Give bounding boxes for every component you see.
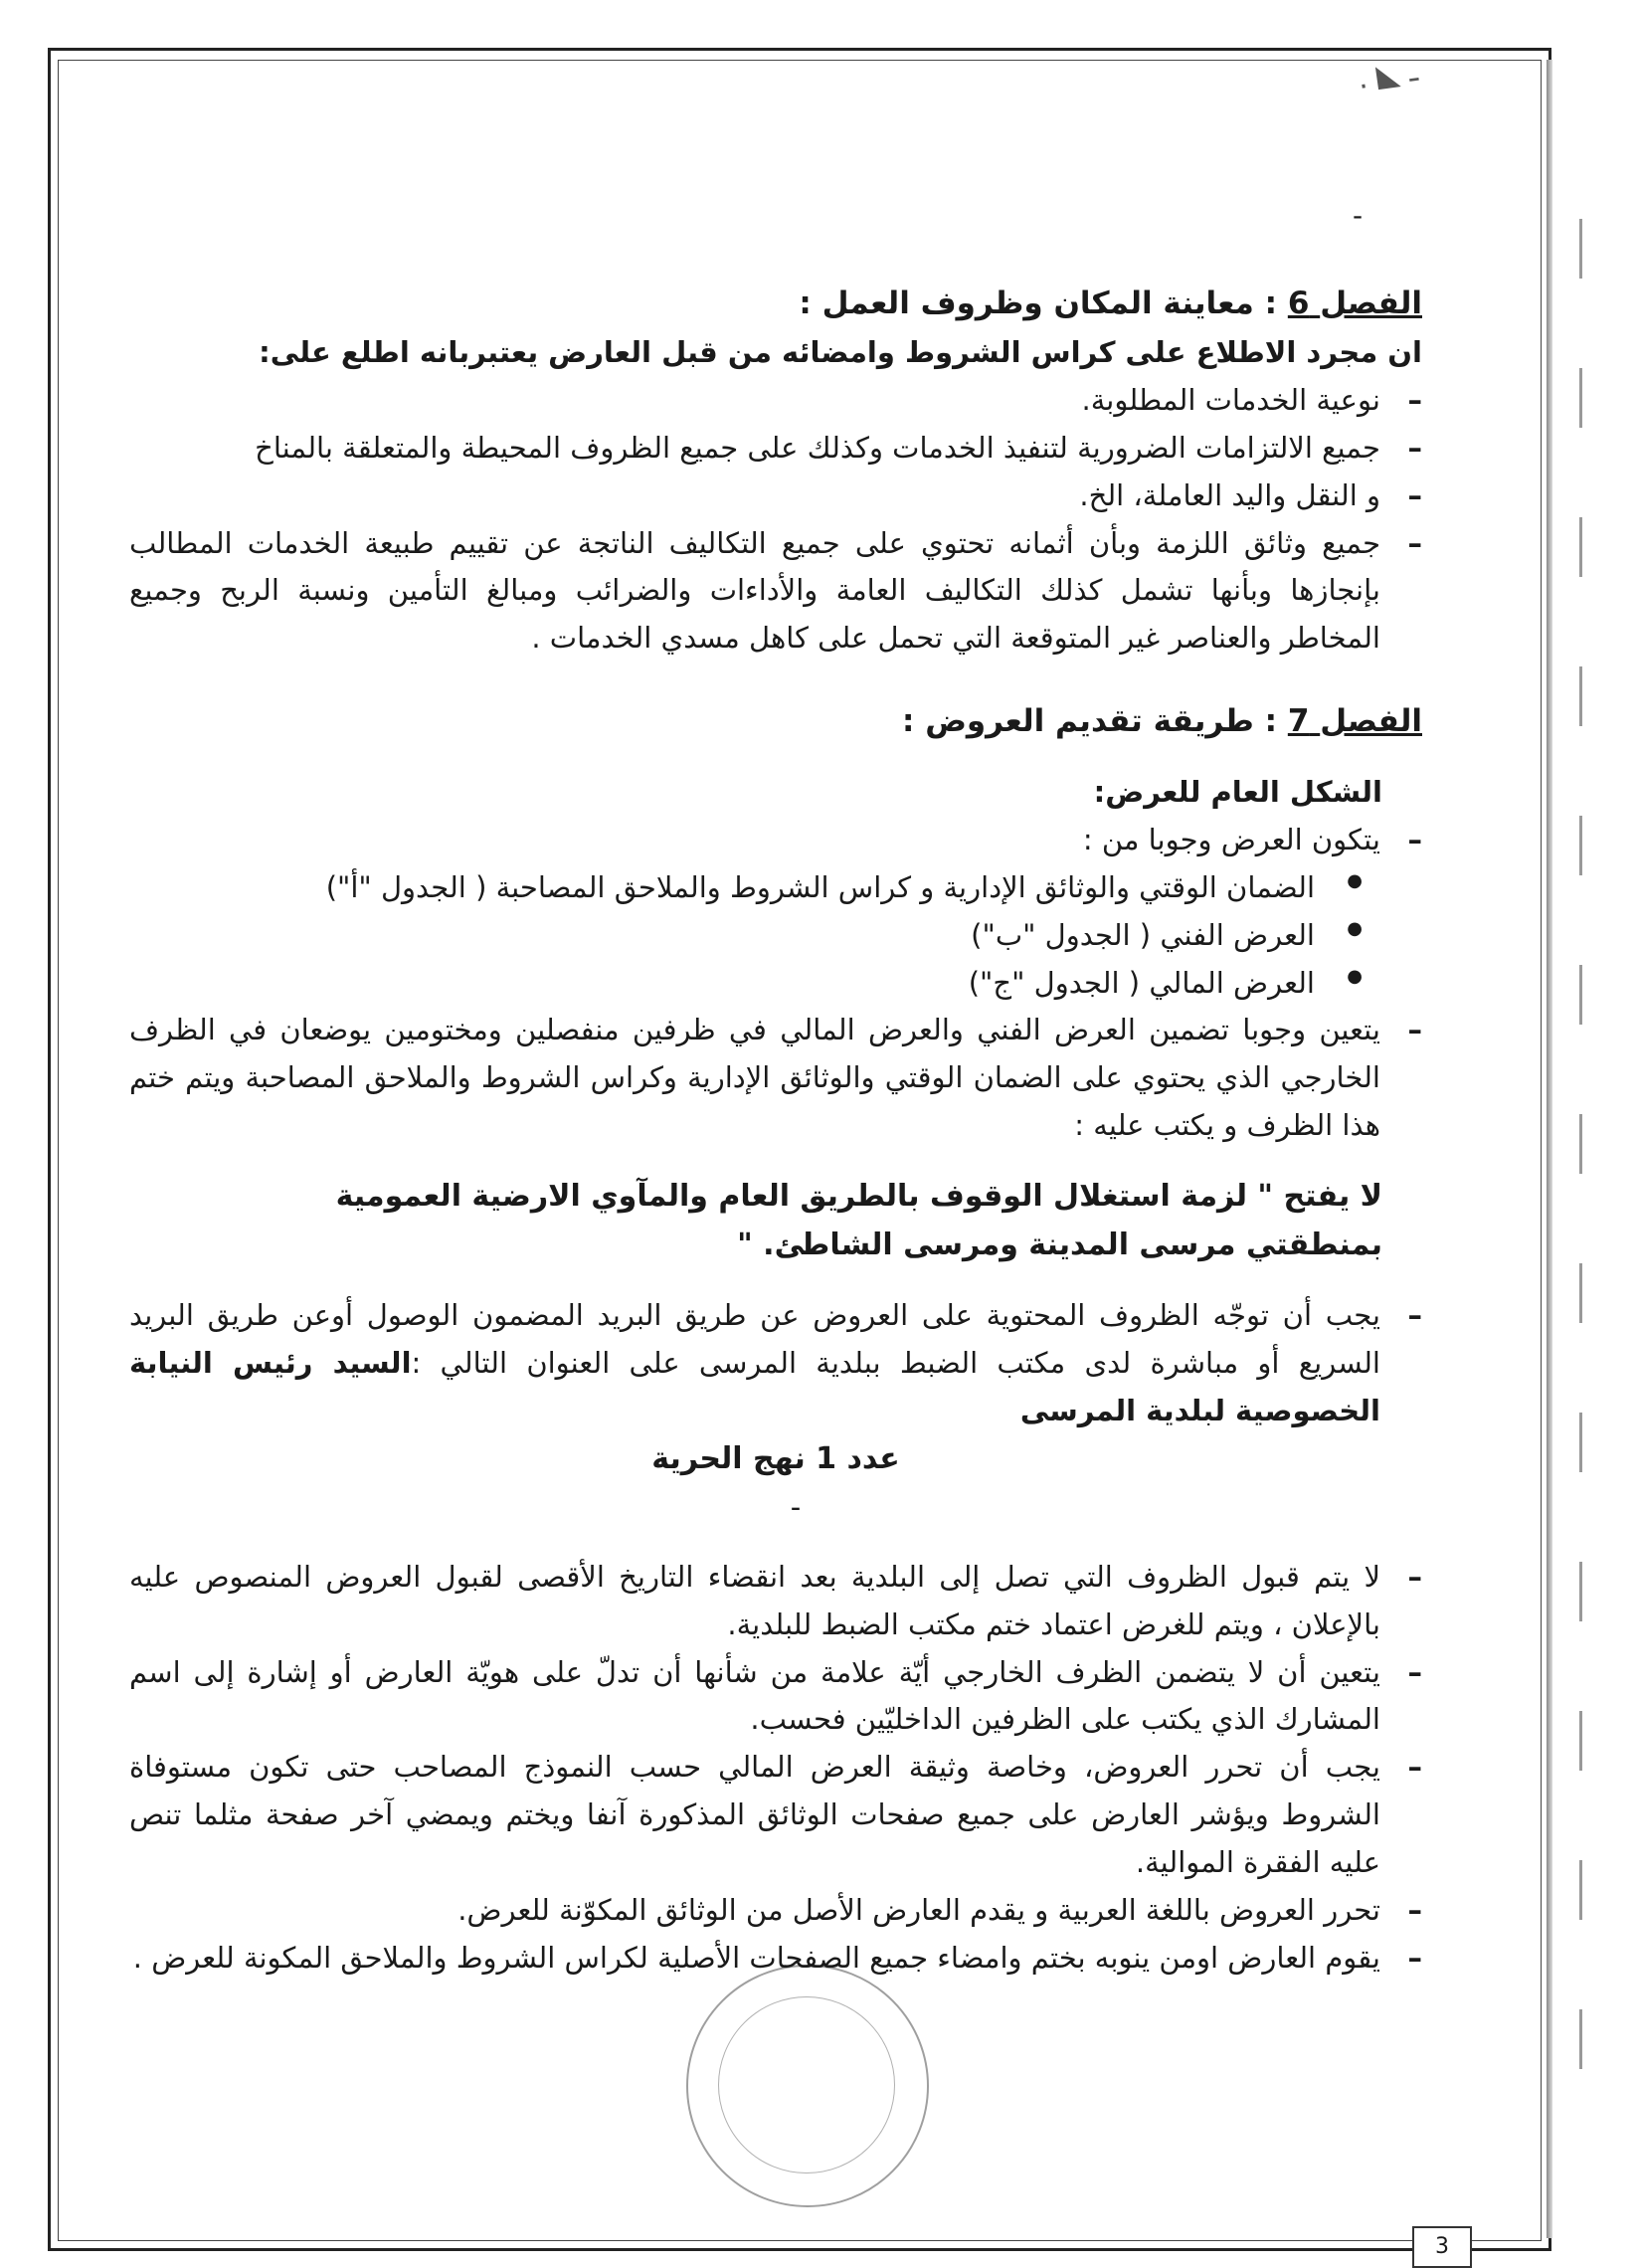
corner-scribble: ـ ◣ .	[1355, 53, 1420, 97]
sending-rule-list	[129, 1292, 1422, 1435]
chapter-6-intro: ان مجرد الاطلاع على كراس الشروط وامضائه من قبل العارض يعتبربانه اطلع على:	[259, 335, 1422, 370]
list-item	[129, 1292, 1422, 1435]
list-item: – جميع الالتزامات الضرورية لتنفيذ الخدمات وكذلك على جميع الظروف المحيطة والمتعلقة بالمناخ	[129, 425, 1422, 472]
list-item: – تحرر العروض باللغة العربية و يقدم العارض الأصل من الوثائق المكوّنة للعرض.	[129, 1887, 1422, 1935]
chapter-6-prefix: الفصل	[1320, 285, 1422, 321]
chapter-6-title: : معاينة المكان وظروف العمل :	[799, 285, 1278, 321]
binding-marks	[1579, 219, 1589, 2159]
recipient-address: عدد 1 نهج الحرية	[651, 1441, 900, 1477]
general-form-heading: الشكل العام للعرض:	[1093, 775, 1382, 810]
list-item: – و النقل واليد العاملة، الخ.	[129, 472, 1422, 520]
submission-rules-list	[129, 1554, 1422, 1983]
page-edge-shadow	[1547, 60, 1552, 2238]
sending-text: يجب أن توجّه الظروف المحتوية على العروض عن طريق البريد المضمون الوصول أوعن طريق البريد السريع أو مباشرة لدى مكتب الضبط ببلدية المرسى على العنوان التالي :	[129, 1297, 1380, 1380]
page-number: 3	[1412, 2226, 1472, 2268]
list-item: – يتعين أن لا يتضمن الظرف الخارجي أيّة علامة من شأنها أن تدلّ على هويّة العارض أو إشارة إلى اسم المشارك الذي يكتب على الظرفين الداخليّين فحسب.	[129, 1649, 1422, 1745]
top-dash: -	[1353, 199, 1364, 232]
recipient-name: السيد رئيس النيابة الخصوصية لبلدية المرسى	[129, 1345, 1380, 1427]
list-item: – يتكون العرض وجوبا من :	[129, 817, 1422, 864]
envelope-rule-list	[129, 1007, 1422, 1150]
bullet-item: ● الضمان الوقتي والوثائق الإدارية و كراس الشروط والملاحق المصاحبة ( الجدول "أ")	[129, 864, 1363, 912]
bullet-item: ● العرض الفني ( الجدول "ب")	[129, 912, 1363, 960]
list-item: – جميع وثائق اللزمة وبأن أثمانه تحتوي على جميع التكاليف الناتجة عن تقييم طبيعة الخدمات المطالب بإنجازها وبأنها تشمل كذلك التكاليف العامة والأداءات والضرائب ومبالغ التأمين ونسبة الربح وجميع المخاطر والعناصر غير المتوقعة التي تحمل على كاهل مسدي الخدمات .	[129, 520, 1422, 663]
list-item: – لا يتم قبول الظروف التي تصل إلى البلدية بعد انقضاء التاريخ الأقصى لقبول العروض المنصوص عليه بالإعلان ، ويتم للغرض اعتماد ختم مكتب الضبط للبلدية.	[129, 1554, 1422, 1649]
offer-documents-list	[129, 864, 1422, 1008]
chapter-7-prefix: الفصل	[1320, 703, 1422, 740]
chapter-7-heading	[129, 696, 1422, 747]
municipal-seal-stamp	[686, 1965, 929, 2207]
envelope-notice: لا يفتح " لزمة استغلال الوقوف بالطريق العام والمآوي الارضية العمومية بمنطقتي مرسى المدينة ومرسى الشاطئ. "	[335, 1178, 1382, 1263]
list-item: – نوعية الخدمات المطلوبة.	[129, 377, 1422, 425]
chapter-6-heading	[129, 279, 1422, 329]
chapter-7-number: 7	[1287, 703, 1310, 740]
list-item: – يجب أن تحرر العروض، وخاصة وثيقة العرض المالي حسب النموذج المصاحب حتى تكون مستوفاة الشروط ويؤشر العارض على جميع صفحات الوثائق المذكورة آنفا ويختم ويمضي آخر صفحة مثلما تنص عليه الفقرة الموالية.	[129, 1744, 1422, 1887]
chapter-6-list	[129, 377, 1422, 662]
bullet-item: ● العرض المالي ( الجدول "ج")	[129, 960, 1363, 1008]
chapter-7-title: : طريقة تقديم العروض :	[902, 703, 1278, 740]
list-item: – يتعين وجوبا تضمين العرض الفني والعرض المالي في ظرفين منفصلين ومختومين يوضعان في الظرف الخارجي الذي يحتوي على الضمان الوقتي والوثائق الإدارية وكراس الشروط والملاحق المصاحبة ويتم ختم هذا الظرف و يكتب عليه :	[129, 1007, 1422, 1150]
list-item: – يقوم العارض اومن ينوبه بختم وامضاء جميع الصفحات الأصلية لكراس الشروط والملاحق المكونة للعرض .	[129, 1935, 1422, 1983]
offer-composition-list	[129, 817, 1422, 864]
chapter-6-number: 6	[1287, 285, 1310, 321]
separator-dash: -	[790, 1489, 802, 1524]
document-body	[129, 279, 1422, 1982]
